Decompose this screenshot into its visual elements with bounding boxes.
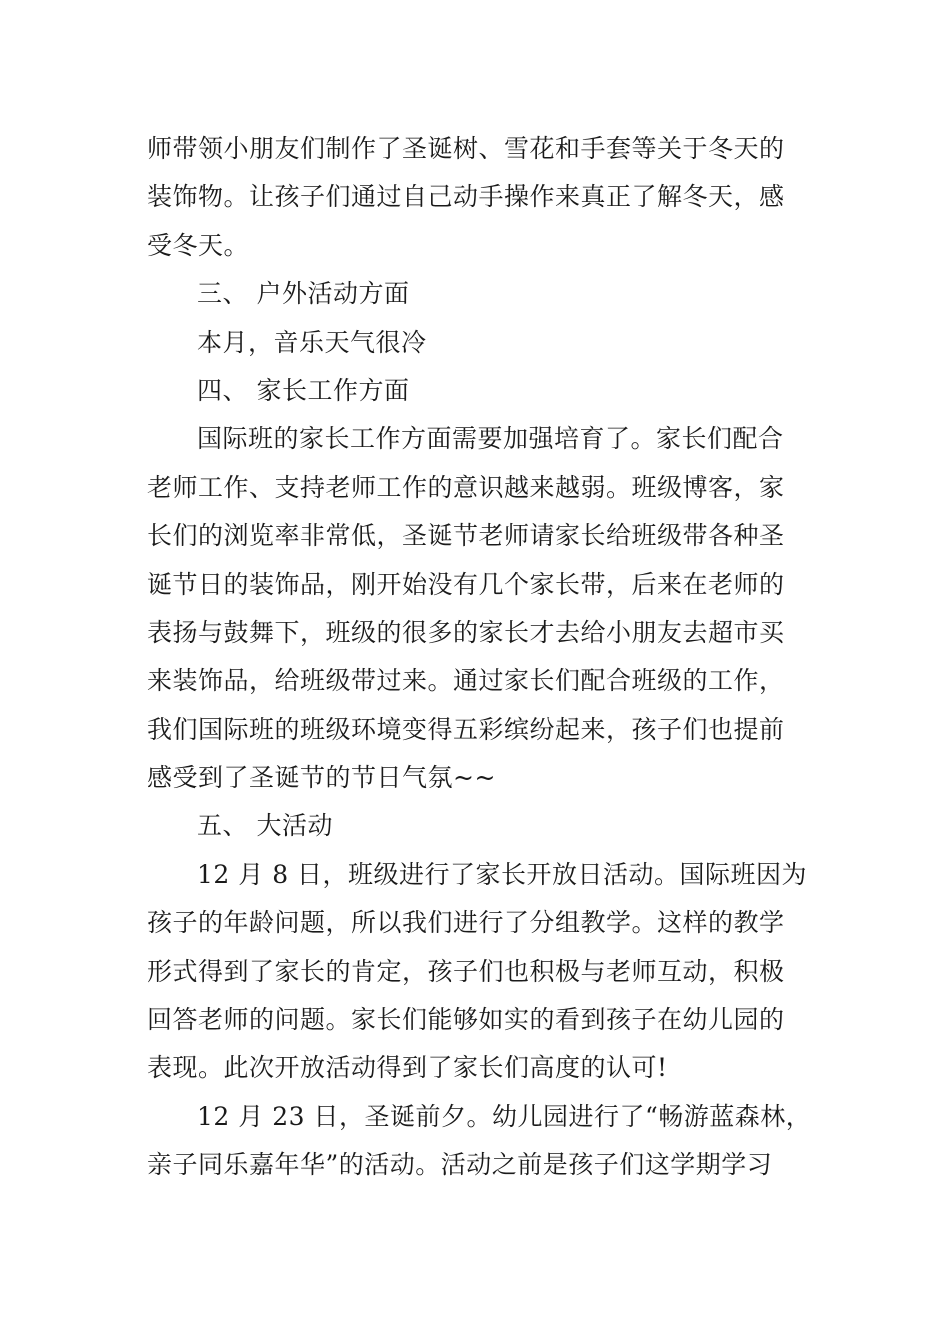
text-line: 本月，音乐天气很冷 xyxy=(197,327,427,357)
text-line: 表扬与鼓舞下，班级的很多的家长才去给小朋友去超市买 xyxy=(147,617,785,647)
text-line: 四、 家长工作方面 xyxy=(197,375,410,405)
body-text xyxy=(147,125,812,1190)
text-line: 老师工作、支持老师工作的意识越来越弱。班级博客，家 xyxy=(147,472,785,502)
text-line: 五、 大活动 xyxy=(197,811,333,841)
text-line: 亲子同乐嘉年华”的活动。活动之前是孩子们这学期学习 xyxy=(147,1150,773,1180)
text-line: 受冬天。 xyxy=(147,230,250,260)
text-line: 三、 户外活动方面 xyxy=(197,279,410,309)
text-line: 12 月 23 日，圣诞前夕。幼儿园进行了“畅游蓝森林， xyxy=(197,1101,812,1131)
text-line: 国际班的家长工作方面需要加强培育了。家长们配合 xyxy=(197,424,784,454)
text-line: 师带领小朋友们制作了圣诞树、雪花和手套等关于冬天的 xyxy=(147,134,785,163)
text-line: 感受到了圣诞节的节日气氛~~ xyxy=(147,763,496,793)
text-line: 来装饰品，给班级带过来。通过家长们配合班级的工作， xyxy=(147,666,785,696)
text-line: 形式得到了家长的肯定，孩子们也积极与老师互动，积极 xyxy=(147,956,785,986)
text-line: 长们的浏览率非常低，圣诞节老师请家长给班级带各种圣 xyxy=(147,521,785,551)
text-line: 孩子的年龄问题，所以我们进行了分组教学。这样的教学 xyxy=(147,908,785,938)
text-line: 表现。此次开放活动得到了家长们高度的认可! xyxy=(147,1053,668,1083)
text-line: 装饰物。让孩子们通过自己动手操作来真正了解冬天，感 xyxy=(147,182,785,212)
text-line: 诞节日的装饰品，刚开始没有几个家长带，后来在老师的 xyxy=(147,569,785,599)
text-line: 12 月 8 日，班级进行了家长开放日活动。国际班因为 xyxy=(197,859,808,889)
text-line: 我们国际班的班级环境变得五彩缤纷起来，孩子们也提前 xyxy=(147,714,785,744)
text-line: 回答老师的问题。家长们能够如实的看到孩子在幼儿园的 xyxy=(147,1005,785,1035)
